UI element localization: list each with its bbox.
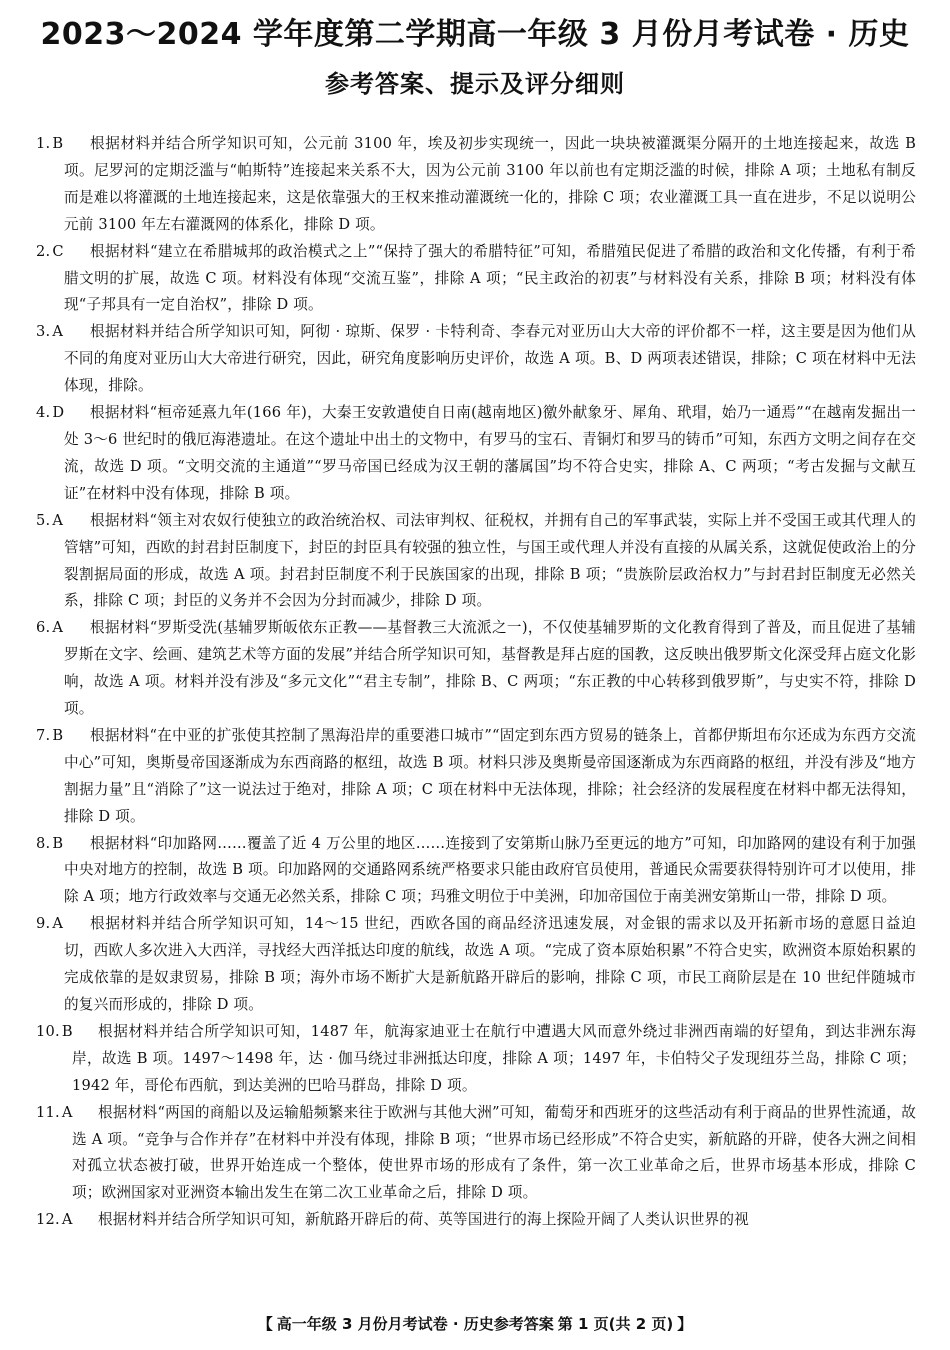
answer-head bbox=[36, 1019, 73, 1046]
answer-head bbox=[36, 911, 63, 938]
answer-item-3 bbox=[36, 319, 916, 400]
answer-explanation: 根据材料“领主对农奴行使独立的政治统治权、司法审判权、征税权，并拥有自己的军事武装，实际上并不受国王或其代理人的管辖”可知，西欧的封君封臣制度下，封臣的封臣具有较强的独立性，与国王或代理人并没有直接的从属关系，这就促使政治上的分裂割据局面的形成，故选 A 项。封君封臣制度不利于民族国家的出现，排除 B 项；“贵族阶层政治权力”与封君封臣制度无必然关系，排除 C 项；封臣的义务并不会因为分封而减少，排除 D 项。 bbox=[64, 511, 916, 610]
footer-label: 高一年级 3 月份月考试卷 · 历史参考答案 bbox=[276, 1315, 554, 1333]
answer-list bbox=[36, 131, 916, 1234]
answer-item-10 bbox=[36, 1019, 916, 1100]
answer-choice: A bbox=[52, 323, 64, 341]
answer-choice: A bbox=[61, 1103, 73, 1121]
question-number: 7. bbox=[36, 726, 51, 744]
answer-head bbox=[36, 400, 64, 427]
answer-explanation: 根据材料“在中亚的扩张使其控制了黑海沿岸的重要港口城市”“固定到东西方贸易的链条上，首都伊斯坦布尔还成为东西方交流中心”可知，奥斯曼帝国逐渐成为东西商路的枢纽，故选 B 项。材料只涉及奥斯曼帝国逐渐成为东西商路的枢纽，并没有涉及“地方割据力量”且“消除了”这一说法过于绝对，排除 A 项；C 项在材料中无法体现，排除；社会经济的发展程度在材料中都无法得知，排除 D 项。 bbox=[64, 726, 916, 825]
answer-choice: A bbox=[52, 915, 64, 933]
question-number: 5. bbox=[36, 511, 51, 529]
answer-item-1 bbox=[36, 131, 916, 239]
answer-item-4 bbox=[36, 400, 916, 508]
answer-choice: B bbox=[52, 834, 64, 852]
answer-item-2 bbox=[36, 239, 916, 320]
answer-item-11 bbox=[36, 1100, 916, 1208]
question-number: 8. bbox=[36, 834, 51, 852]
answer-explanation: 根据材料并结合所学知识可知，1487 年，航海家迪亚士在航行中遭遇大风而意外绕过非洲西南端的好望角，到达非洲东海岸，故选 B 项。1497～1498 年，达 · 伽马绕过非洲抵达印度，排除 A 项；1497 年，卡伯特父子发现纽芬兰岛，排除 C 项；1942 年，哥伦布西航，到达美洲的巴哈马群岛，排除 D 项。 bbox=[72, 1022, 916, 1094]
answer-head bbox=[36, 508, 63, 535]
question-number: 9. bbox=[36, 915, 51, 933]
answer-head bbox=[36, 239, 64, 266]
question-number: 1. bbox=[36, 135, 51, 152]
answer-head bbox=[36, 1207, 73, 1234]
question-number: 12. bbox=[36, 1211, 60, 1229]
answer-choice: B bbox=[61, 1022, 73, 1040]
answer-head bbox=[36, 723, 63, 750]
answer-item-6 bbox=[36, 615, 916, 723]
answer-head bbox=[36, 319, 63, 346]
answer-explanation: 根据材料并结合所学知识可知，阿彻 · 琼斯、保罗 · 卡特利奇、李春元对亚历山大大帝的评价都不一样，这主要是因为他们从不同的角度对亚历山大大帝进行研究，因此，研究角度影响历史评价，故选 A 项。B、D 两项表述错误，排除；C 项在材料中无法体现，排除。 bbox=[64, 323, 916, 395]
answer-explanation: 根据材料“桓帝延熹九年(166 年)，大秦王安敦遣使自日南(越南地区)徼外献象牙、犀角、玳瑁，始乃一通焉”“在越南发掘出一处 3～6 世纪时的俄厄海港遗址。在这个遗址中出土的文物中，有罗马的宝石、青铜灯和罗马的铸币”可知，东西方文明之间存在交流，故选 D 项。“文明交流的主通道”“罗马帝国已经成为汉王朝的藩属国”均不符合史实，排除 A、C 两项；“考古发掘与文献互证”在材料中没有体现，排除 B 项。 bbox=[64, 404, 916, 502]
answer-explanation: 根据材料并结合所学知识可知，新航路开辟后的荷、英等国进行的海上探险开阔了人类认识世界的视 bbox=[98, 1211, 749, 1229]
answer-item-12 bbox=[36, 1207, 916, 1234]
question-number: 6. bbox=[36, 619, 51, 637]
question-number: 2. bbox=[36, 242, 51, 260]
answer-choice: A bbox=[52, 619, 64, 637]
footer-left-bracket: 【 bbox=[257, 1315, 273, 1333]
answer-choice: A bbox=[61, 1211, 73, 1229]
answer-item-9 bbox=[36, 911, 916, 1019]
answer-head bbox=[36, 831, 63, 858]
page-footer bbox=[0, 1312, 950, 1336]
answer-explanation: 根据材料“建立在希腊城邦的政治模式之上”“保持了强大的希腊特征”可知，希腊殖民促进了希腊的政治和文化传播，有利于希腊文明的扩展，故选 C 项。材料没有体现“交流互鉴”，排除 A 项；“民主政治的初衷”与材料没有关系，排除 B 项；材料没有体现“子邦具有一定自治权”，排除 D 项。 bbox=[64, 242, 916, 314]
answer-item-8 bbox=[36, 831, 916, 912]
footer-right-bracket: 】 bbox=[677, 1315, 693, 1333]
page-subtitle: 参考答案、提示及评分细则 bbox=[325, 70, 625, 98]
answer-explanation: 根据材料“罗斯受洗(基辅罗斯皈依东正教——基督教三大流派之一)，不仅使基辅罗斯的文化教育得到了普及，而且促进了基辅罗斯在文字、绘画、建筑艺术等方面的发展”并结合所学知识可知，基督教是拜占庭的国教，这反映出俄罗斯文化深受拜占庭文化影响，故选 A 项。材料并没有涉及“多元文化”“君主专制”，排除 B、C 两项；“东正教的中心转移到俄罗斯”，与史实不符，排除 D 项。 bbox=[64, 619, 916, 718]
answer-head bbox=[36, 131, 63, 158]
question-number: 4. bbox=[36, 404, 51, 422]
question-number: 3. bbox=[36, 323, 51, 341]
answer-item-5 bbox=[36, 508, 916, 616]
question-number: 10. bbox=[36, 1022, 60, 1040]
answer-explanation: 根据材料“印加路网……覆盖了近 4 万公里的地区……连接到了安第斯山脉乃至更远的地方”可知，印加路网的建设有利于加强中央对地方的控制，故选 B 项。印加路网的交通路网系统严格要求只能由政府官员使用，普通民众需要获得特别许可才以使用，排除 A 项；地方行政效率与交通无必然关系，排除 C 项；玛雅文明位于中美洲，印加帝国位于南美洲安第斯山一带，排除 D 项。 bbox=[64, 834, 916, 906]
answer-head bbox=[36, 615, 63, 642]
answer-choice: D bbox=[52, 404, 65, 422]
answer-item-7 bbox=[36, 723, 916, 831]
footer-page-number: 第 1 页(共 2 页) bbox=[557, 1315, 674, 1333]
page-title: 2023～2024 学年度第二学期高一年级 3 月份月考试卷 · 历史 bbox=[40, 17, 910, 52]
answer-choice: A bbox=[52, 511, 64, 529]
question-number: 11. bbox=[36, 1103, 60, 1121]
answer-explanation: 根据材料“两国的商船以及运输船频繁来往于欧洲与其他大洲”可知，葡萄牙和西班牙的这些活动有利于商品的世界性流通，故选 A 项。“竞争与合作并存”在材料中并没有体现，排除 B 项；“世界市场已经形成”不符合史实，新航路的开辟，使各大洲之间相对孤立状态被打破，世界开始连成一个整体，使世界市场的形成有了条件，第一次工业革命之后，世界市场基本形成，排除 C 项；欧洲国家对亚洲资本输出发生在第二次工业革命之后，排除 D 项。 bbox=[72, 1103, 916, 1202]
answer-explanation: 根据材料并结合所学知识可知，公元前 3100 年，埃及初步实现统一，因此一块块被灌溉渠分隔开的土地连接起来，故选 B 项。尼罗河的定期泛滥与“帕斯特”连接起来关系不大，因为公元前 3100 年以前也有定期泛滥的时候，排除 A 项；土地私有制反而是难以将灌溉的土地连接起来，这是依靠强大的王权来推动灌溉统一化的，排除 C 项；农业灌溉工具一直在进步，不足以说明公元前 3100 年左右灌溉网的体系化，排除 D 项。 bbox=[64, 135, 916, 233]
answer-choice: B bbox=[52, 135, 64, 152]
answer-explanation: 根据材料并结合所学知识可知，14～15 世纪，西欧各国的商品经济迅速发展，对金银的需求以及开拓新市场的意愿日益迫切，西欧人多次进入大西洋，寻找经大西洋抵达印度的航线，故选 A 项。“完成了资本原始积累”不符合史实，欧洲资本原始积累的完成依靠的是奴隶贸易，排除 B 项；海外市场不断扩大是新航路开辟后的影响，排除 C 项，市民工商阶层是在 10 世纪伴随城市的复兴而形成的，排除 D 项。 bbox=[64, 915, 916, 1013]
answer-choice: B bbox=[52, 726, 64, 744]
answer-choice: C bbox=[52, 242, 64, 260]
answer-head bbox=[36, 1100, 73, 1127]
